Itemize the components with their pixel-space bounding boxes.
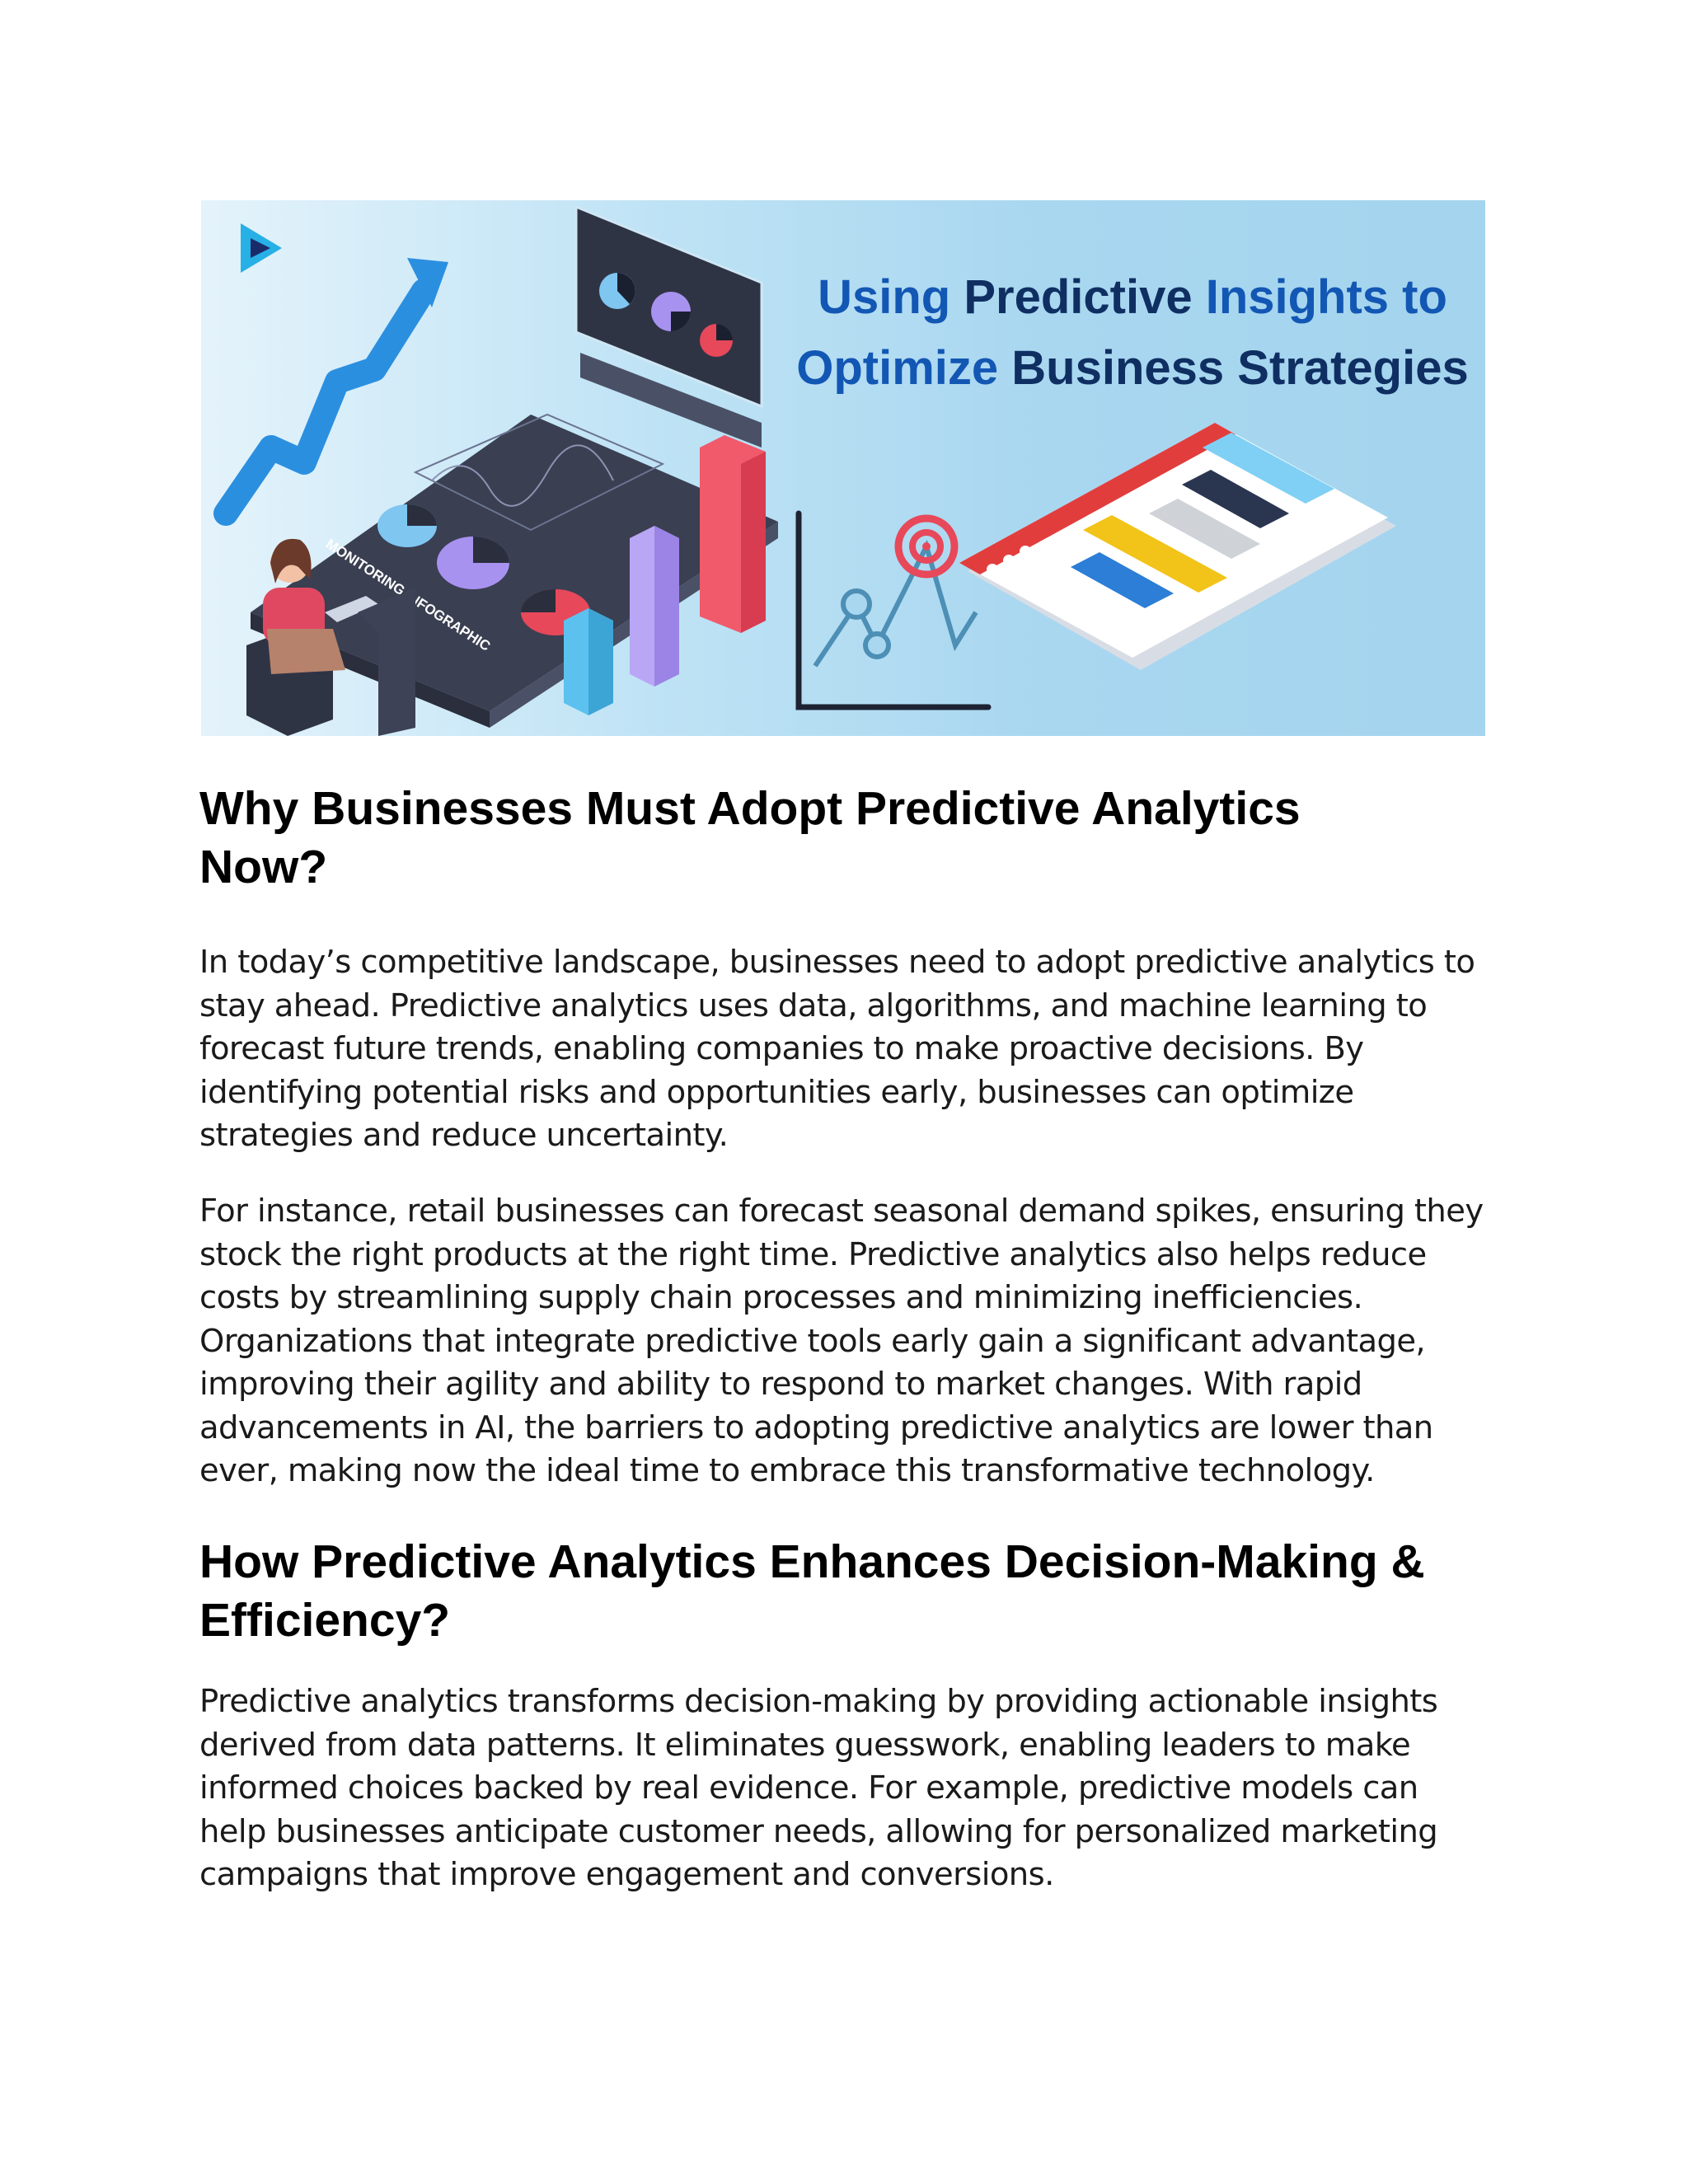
section-2-heading-line-1: How Predictive Analytics Enhances Decision-Making & (199, 1535, 1425, 1588)
section-1-paragraph-2: For instance, retail businesses can forecast seasonal demand spikes, ensuring they stock the right products at the right time. Predictive analytics also helps reduce costs by streamlining supply chain processes and minimizing inefficiencies. Organizations that integrate predictive tools early gain a significant advantage, improving their agility and ability to respond to market changes. With rapid advancements in AI, the barriers to adopting predictive analytics are lower than ever, making now the ideal time to embrace this transformative technology. (199, 1193, 1484, 1489)
banner-title-line-2 (795, 333, 1470, 404)
banner-title-word-insights: Insights to (1205, 270, 1447, 324)
banner-title (795, 262, 1470, 404)
banner-title-word-optimize: Optimize (796, 341, 999, 395)
section-1-paragraph-1: In today’s competitive landscape, businesses need to adopt predictive analytics to stay ahead. Predictive analytics uses data, algorithms, and machine learning to forecast future trends, enabling companies to make proactive decisions. By identifying potential risks and opportunities early, businesses can optimize strategies and reduce uncertainty. (199, 944, 1475, 1154)
growth-arrow-icon (226, 258, 448, 513)
pie-panel-icon (576, 207, 762, 448)
section-1-heading (199, 780, 1502, 897)
banner-title-word-using: Using (818, 270, 951, 324)
banner-title-word-business: Business Strategies (1011, 341, 1469, 395)
section-1-heading-line-1: Why Businesses Must Adopt Predictive Analytics (199, 782, 1301, 835)
banner-title-word-predictive: Predictive (964, 270, 1193, 324)
browser-chart-icon (959, 423, 1396, 670)
section-2-paragraph-1: Predictive analytics transforms decision-making by providing actionable insights derived from data patterns. It eliminates guesswork, enabling leaders to make informed choices backed by real evidence. For example, predictive models can help businesses anticipate customer needs, allowing for personalized marketing campaigns that improve engagement and conversions. (199, 1683, 1438, 1893)
hero-banner-image (201, 200, 1485, 736)
banner-title-line-1 (795, 262, 1470, 333)
platform-label: MONITORING INFOGRAPHIC (322, 536, 494, 654)
brand-logo-icon (241, 223, 282, 273)
section-2-heading-line-2: Efficiency? (199, 1594, 451, 1647)
scatter-network-icon (799, 513, 988, 707)
section-2-heading (199, 1533, 1502, 1650)
section-1-heading-line-2: Now? (199, 841, 328, 893)
